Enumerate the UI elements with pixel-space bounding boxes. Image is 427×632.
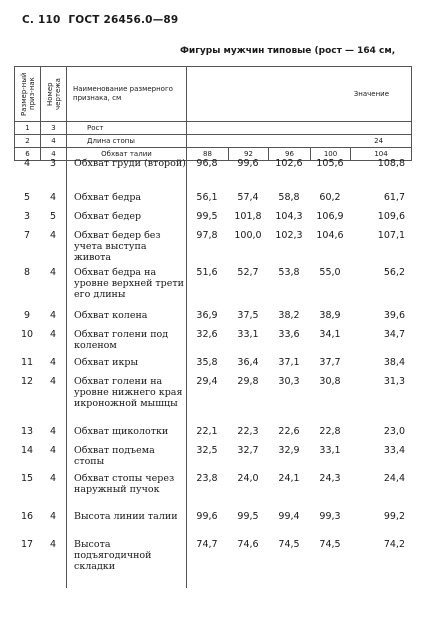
header-table	[14, 66, 412, 161]
value-cell: 23,0	[383, 426, 405, 437]
col-header-size-feature: Размер-ный приз-нак	[15, 67, 41, 122]
drawing-number-cell: 4	[49, 473, 57, 484]
value-cell: 99,2	[383, 511, 405, 522]
page-header	[22, 14, 178, 26]
size-feature-cell: 15	[20, 473, 34, 484]
waist-size: 96	[269, 148, 311, 161]
value-cell: 104,6	[316, 230, 344, 241]
value-cell: 101,8	[234, 211, 262, 222]
value-cell: 52,7	[237, 267, 259, 278]
value-cell: 24,4	[383, 473, 405, 484]
table-row	[14, 230, 411, 267]
waist-size: 92	[229, 148, 269, 161]
table-row	[14, 310, 411, 329]
feature-name-cell: Обхват икры	[74, 357, 139, 368]
table-row	[14, 357, 411, 376]
value-cell: 33,6	[278, 329, 300, 340]
value-cell: 24,0	[237, 473, 259, 484]
value-cell: 100,0	[234, 230, 262, 241]
value-cell: 105,6	[316, 158, 344, 169]
drawing-number-cell: 5	[49, 211, 57, 222]
value-cell: 99,4	[278, 511, 300, 522]
feature-name-cell: Обхват колена	[74, 310, 148, 321]
value-cell: 57,4	[237, 192, 259, 203]
size-feature-cell: 12	[20, 376, 34, 387]
value-cell: 99,3	[319, 511, 341, 522]
value-cell: 22,3	[237, 426, 259, 437]
table-row	[14, 426, 411, 445]
value-cell: 22,8	[319, 426, 341, 437]
value-cell: 99,5	[196, 211, 218, 222]
table-row	[14, 158, 411, 192]
value-cell: 39,6	[383, 310, 405, 321]
size-feature-cell: 9	[23, 310, 31, 321]
size-feature-cell: 10	[20, 329, 34, 340]
drawing-number-cell: 4	[49, 426, 57, 437]
value-cell: 109,6	[377, 211, 405, 222]
feature-name-cell: Высота подъягодичной складки	[74, 539, 152, 572]
value-cell: 37,7	[319, 357, 341, 368]
feature-name-cell: Высота линии талии	[74, 511, 178, 522]
value-cell: 38,9	[319, 310, 341, 321]
value-cell: 107,1	[377, 230, 405, 241]
value-cell: 58,8	[278, 192, 300, 203]
col-header-drawing: Номер чертежа	[41, 67, 67, 122]
size-feature-cell: 16	[20, 511, 34, 522]
value-cell: 24,1	[278, 473, 300, 484]
value-cell: 74,6	[237, 539, 259, 550]
feature-name-cell: Обхват голени под коленом	[74, 329, 169, 351]
value-cell: 102,3	[275, 230, 303, 241]
meta-row: 2 4 Длина стопы 24	[15, 135, 412, 148]
table-row	[14, 539, 411, 572]
table-row	[14, 445, 411, 473]
size-feature-cell: 4	[23, 158, 31, 169]
table-row	[14, 511, 411, 539]
column-divider	[186, 158, 187, 588]
drawing-number-cell: 3	[49, 158, 57, 169]
table-row	[14, 192, 411, 211]
value-cell: 24,3	[319, 473, 341, 484]
value-cell: 74,7	[196, 539, 218, 550]
value-cell: 29,8	[237, 376, 259, 387]
feature-name-cell: Обхват подъема стопы	[74, 445, 155, 467]
value-cell: 74,5	[278, 539, 300, 550]
feature-name-cell: Обхват щиколотки	[74, 426, 169, 437]
drawing-number-cell: 4	[49, 445, 57, 456]
value-cell: 74,5	[319, 539, 341, 550]
value-cell: 60,2	[319, 192, 341, 203]
value-cell: 108,8	[377, 158, 405, 169]
value-cell: 34,7	[383, 329, 405, 340]
value-cell: 32,7	[237, 445, 259, 456]
column-divider	[66, 158, 67, 588]
value-cell: 56,1	[196, 192, 218, 203]
value-cell: 104,3	[275, 211, 303, 222]
drawing-number-cell: 4	[49, 511, 57, 522]
value-cell: 32,9	[278, 445, 300, 456]
value-cell: 38,2	[278, 310, 300, 321]
standard-code: ГОСТ 26456.0—89	[68, 14, 179, 26]
table-row	[14, 329, 411, 357]
value-cell: 23,8	[196, 473, 218, 484]
size-feature-cell: 17	[20, 539, 34, 550]
table-row	[14, 211, 411, 230]
value-cell: 37,1	[278, 357, 300, 368]
feature-name-cell: Обхват бедра	[74, 192, 142, 203]
value-cell: 51,6	[196, 267, 218, 278]
waist-size: 88	[187, 148, 229, 161]
value-cell: 34,1	[319, 329, 341, 340]
value-cell: 97,8	[196, 230, 218, 241]
value-cell: 37,5	[237, 310, 259, 321]
page-number: С. 110	[22, 14, 61, 26]
size-feature-cell: 3	[23, 211, 31, 222]
drawing-number-cell: 4	[49, 539, 57, 550]
value-cell: 22,1	[196, 426, 218, 437]
feature-name-cell: Обхват стопы через наружный пучок	[74, 473, 175, 495]
value-cell: 35,8	[196, 357, 218, 368]
drawing-number-cell: 4	[49, 267, 57, 278]
feature-name-cell: Обхват бедер	[74, 211, 142, 222]
size-feature-cell: 14	[20, 445, 34, 456]
value-cell: 102,6	[275, 158, 303, 169]
feature-name-cell: Обхват голени на уровне нижнего края икроножной мышцы	[74, 376, 183, 409]
value-cell: 30,3	[278, 376, 300, 387]
value-cell: 99,6	[237, 158, 259, 169]
drawing-number-cell: 4	[49, 357, 57, 368]
value-cell: 61,7	[383, 192, 405, 203]
value-cell: 56,2	[383, 267, 405, 278]
value-cell: 33,1	[319, 445, 341, 456]
value-cell: 55,0	[319, 267, 341, 278]
value-cell: 32,6	[196, 329, 218, 340]
value-cell: 99,6	[196, 511, 218, 522]
table-row	[14, 267, 411, 310]
size-feature-cell: 5	[23, 192, 31, 203]
value-cell: 36,9	[196, 310, 218, 321]
feature-name-cell: Обхват бедра на уровне верхней трети его длины	[74, 267, 184, 300]
waist-size: 104	[351, 148, 412, 161]
meta-row: 1 3 Рост	[15, 122, 412, 135]
drawing-number-cell: 4	[49, 310, 57, 321]
table-row	[14, 473, 411, 511]
value-cell: 106,9	[316, 211, 344, 222]
value-cell: 74,2	[383, 539, 405, 550]
value-cell: 30,8	[319, 376, 341, 387]
value-cell: 36,4	[237, 357, 259, 368]
feature-name-cell: Обхват груди (второй)	[74, 158, 186, 169]
col-header-name: Наименование размерного признака, см	[67, 67, 187, 122]
value-cell: 96,8	[196, 158, 218, 169]
value-cell: 22,6	[278, 426, 300, 437]
col-header-value: Значение	[187, 67, 412, 122]
table-row	[14, 376, 411, 426]
waist-size: 100	[311, 148, 351, 161]
value-cell: 53,8	[278, 267, 300, 278]
meta-row: 6 4 Обхват талии 88 92 96 100 104	[15, 148, 412, 161]
size-feature-cell: 7	[23, 230, 31, 241]
size-feature-cell: 13	[20, 426, 34, 437]
value-cell: 31,3	[383, 376, 405, 387]
drawing-number-cell: 4	[49, 230, 57, 241]
drawing-number-cell: 4	[49, 192, 57, 203]
table-caption: Фигуры мужчин типовые (рост — 164 см,	[180, 46, 396, 56]
size-feature-cell: 8	[23, 267, 31, 278]
value-cell: 33,1	[237, 329, 259, 340]
value-cell: 38,4	[383, 357, 405, 368]
value-cell: 29,4	[196, 376, 218, 387]
drawing-number-cell: 4	[49, 329, 57, 340]
size-feature-cell: 11	[20, 357, 34, 368]
value-cell: 99,5	[237, 511, 259, 522]
body-table	[14, 158, 411, 572]
drawing-number-cell: 4	[49, 376, 57, 387]
feature-name-cell: Обхват бедер без учета выступа живота	[74, 230, 161, 263]
value-cell: 32,5	[196, 445, 218, 456]
value-cell: 33,4	[383, 445, 405, 456]
